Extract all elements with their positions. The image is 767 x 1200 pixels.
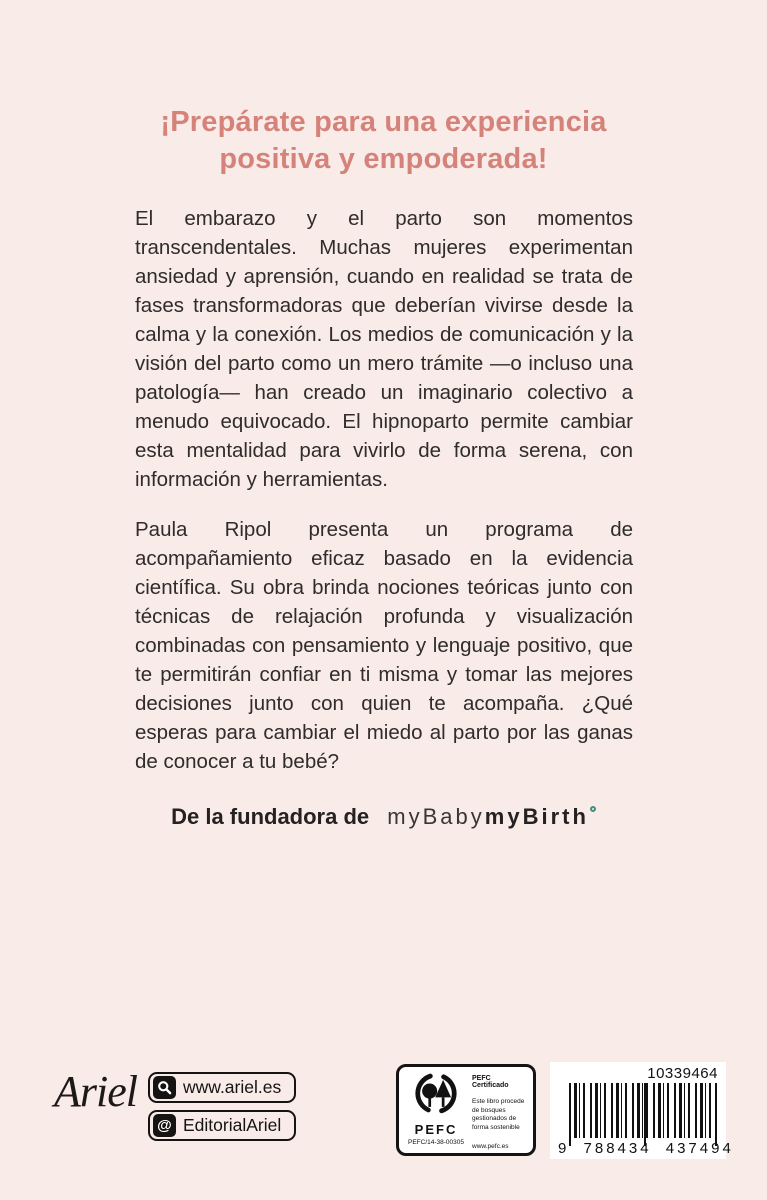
pefc-left-column	[404, 1072, 468, 1149]
barcode-bar-pattern	[569, 1083, 717, 1138]
pefc-right-column	[468, 1072, 528, 1149]
pefc-code: PEFC/14-38-00305	[407, 1139, 464, 1146]
paragraph-1: El embarazo y el parto son momentos transcendentales. Muchas mujeres experimentan ansiedad y aprensión, cuando en realidad se trata de fases transformadoras que deberían vivirse desde la calma y la conexión. Los medios de comunicación y la visión del parto como un mero trámite —o incluso una patología— han creado un imaginario colectivo a menudo equivocado. El hipnoparto permite cambiar esta mentalidad para vivirlo de forma serena, con información y herramientas.	[135, 207, 633, 491]
barcode-top-number: 10339464	[647, 1065, 718, 1082]
barcode-guard-left	[569, 1083, 571, 1146]
brand-ring-icon	[590, 806, 596, 812]
pefc-wordmark: PEFC	[414, 1122, 458, 1137]
social-pill	[148, 1110, 296, 1141]
barcode-bars	[558, 1083, 718, 1138]
body-copy	[135, 204, 633, 776]
paragraph-2: Paula Ripol presenta un programa de acompañamiento eficaz basado en la evidencia científica. Su obra brinda nociones teóricas junto con técnicas de relajación profunda y visualización combinadas con pensamiento y lenguaje positivo, que te permitirán confiar en ti misma y tomar las mejores decisiones junto con quien te acompaña. ¿Qué esperas para cambiar el miedo al parto por las ganas de conocer a tu bebé?	[135, 518, 633, 773]
founder-prefix: De la fundadora de	[171, 804, 370, 829]
pefc-certification-label	[396, 1064, 536, 1156]
pefc-title: PEFC Certificado	[472, 1075, 509, 1089]
mybirth-wordmark: myBirth	[484, 804, 589, 829]
pefc-description: Este libro procede de bosques gestionados de forma sostenible	[472, 1098, 525, 1131]
pefc-logo-icon	[411, 1072, 461, 1123]
social-handle: EditorialAriel	[183, 1115, 282, 1135]
publisher-links	[148, 1072, 296, 1141]
website-url: www.ariel.es	[183, 1077, 282, 1097]
website-pill	[148, 1072, 296, 1103]
founder-line	[0, 804, 767, 830]
pefc-url: www.pefc.es	[472, 1143, 509, 1150]
search-icon	[153, 1076, 176, 1099]
mybaby-wordmark: myBaby	[387, 804, 485, 829]
at-icon: @	[153, 1114, 176, 1137]
publisher-logo: Ariel	[54, 1067, 137, 1116]
barcode-guard-right	[715, 1083, 717, 1146]
barcode-ean-digits: 9 788434 437494	[558, 1140, 734, 1157]
barcode-guard-middle	[644, 1083, 646, 1146]
headline: ¡Prepárate para una experiencia positiva y empoderada!	[160, 106, 607, 175]
barcode	[550, 1062, 734, 1159]
